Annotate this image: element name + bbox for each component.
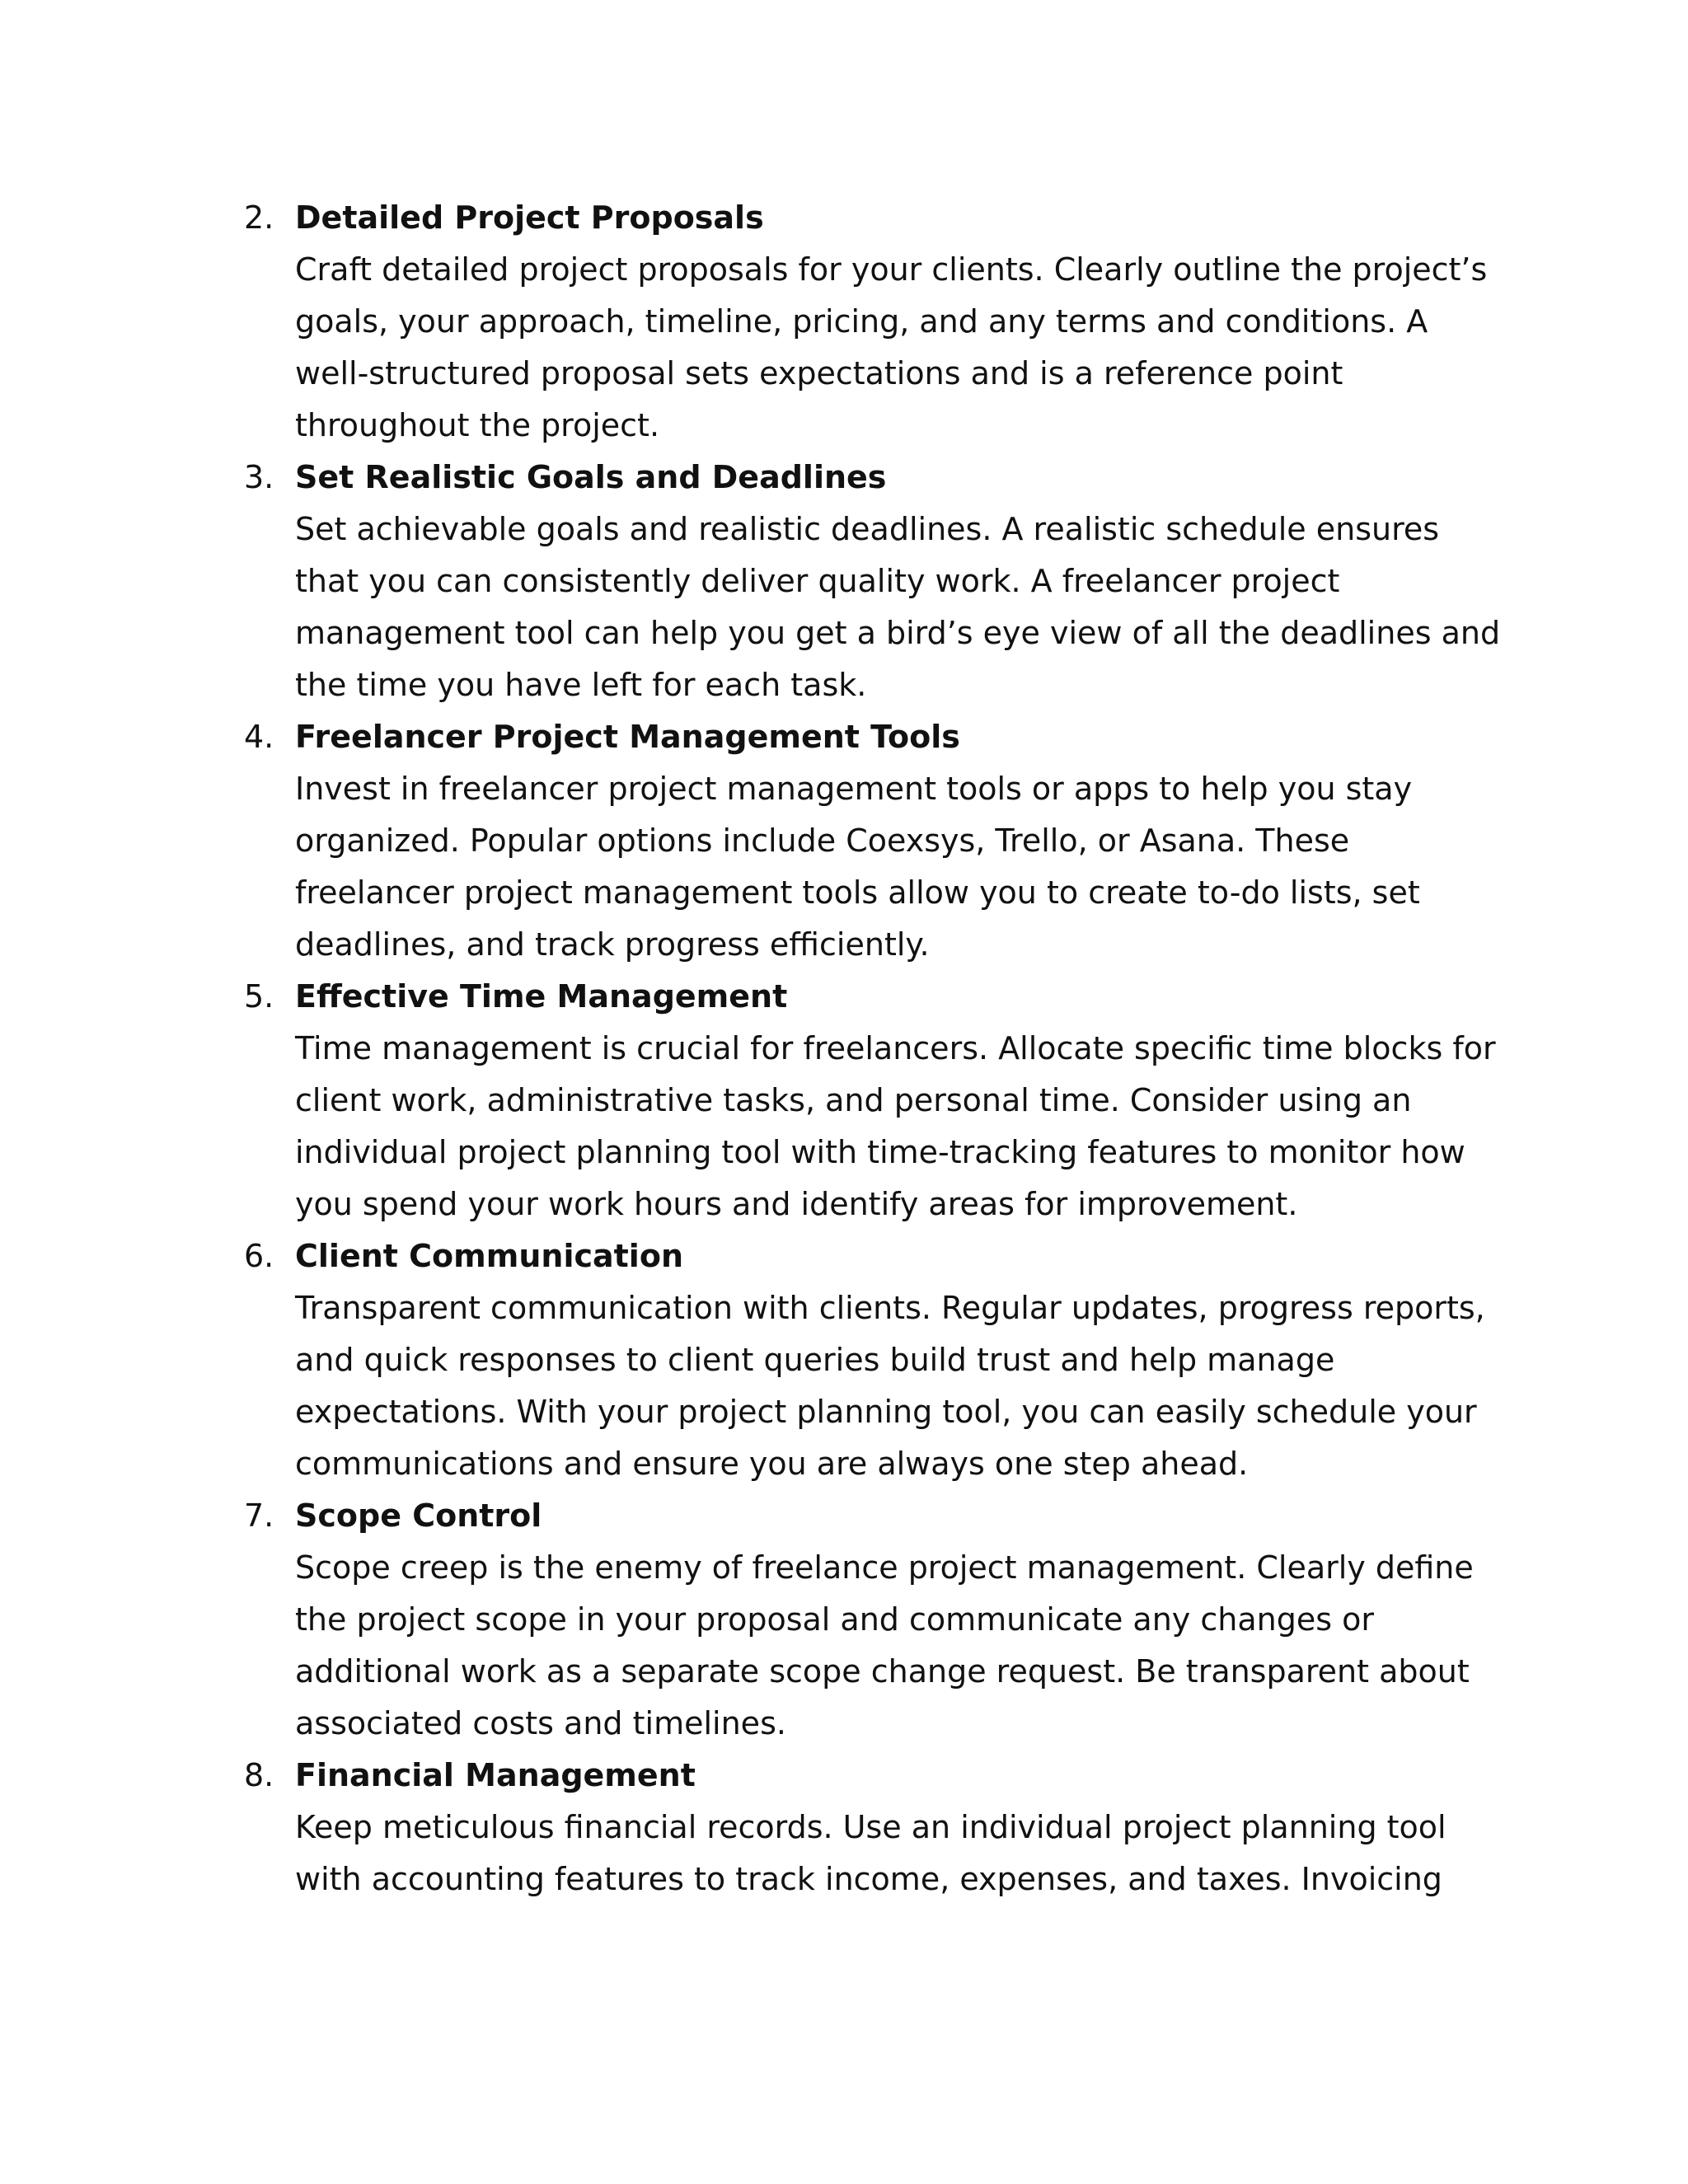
item-title: Financial Management — [295, 1757, 696, 1793]
body-line: Time management is crucial for freelancers. Allocate specific time blocks for — [295, 1030, 1496, 1066]
item-title: Effective Time Management — [295, 978, 788, 1015]
body-line: Set achievable goals and realistic deadlines. A realistic schedule ensures — [295, 511, 1440, 547]
item-number: 5. — [244, 978, 274, 1015]
body-line: Invest in freelancer project management tools or apps to help you stay — [295, 771, 1413, 807]
list-item-8 — [0, 1750, 1498, 1905]
body-line: additional work as a separate scope change request. Be transparent about — [295, 1653, 1470, 1690]
body-line: throughout the project. — [295, 407, 660, 443]
item-number: 4. — [244, 719, 274, 755]
list-item-7 — [0, 1490, 1498, 1750]
item-number: 3. — [244, 459, 274, 495]
body-line: that you can consistently deliver quality work. A freelancer project — [295, 563, 1340, 599]
tips-list — [0, 192, 1688, 1905]
item-number: 8. — [244, 1757, 274, 1793]
item-body — [295, 1282, 1498, 1490]
body-line: client work, administrative tasks, and personal time. Consider using an — [295, 1082, 1412, 1118]
body-line: Scope creep is the enemy of freelance project management. Clearly define — [295, 1549, 1474, 1586]
body-line: expectations. With your project planning tool, you can easily schedule your — [295, 1394, 1477, 1430]
body-line: Transparent communication with clients. Regular updates, progress reports, — [295, 1290, 1485, 1326]
item-body — [295, 763, 1498, 971]
body-line: goals, your approach, timeline, pricing, and any terms and conditions. A — [295, 303, 1428, 340]
item-body — [295, 244, 1498, 452]
body-line: deadlines, and track progress efficiently. — [295, 926, 930, 963]
body-line: management tool can help you get a bird’s eye view of all the deadlines and — [295, 615, 1501, 651]
list-item-4 — [0, 711, 1498, 971]
item-number: 6. — [244, 1238, 274, 1274]
list-item-6 — [0, 1230, 1498, 1490]
item-title: Client Communication — [295, 1238, 683, 1274]
item-body — [295, 1023, 1498, 1230]
list-item-5 — [0, 971, 1498, 1230]
item-title: Scope Control — [295, 1497, 542, 1534]
list-item-3 — [0, 452, 1501, 711]
body-line: you spend your work hours and identify areas for improvement. — [295, 1186, 1298, 1222]
body-line: organized. Popular options include Coexsys, Trello, or Asana. These — [295, 823, 1350, 859]
body-line: the project scope in your proposal and communicate any changes or — [295, 1601, 1374, 1638]
body-line: with accounting features to track income, expenses, and taxes. Invoicing — [295, 1861, 1442, 1897]
item-body — [295, 504, 1501, 711]
body-line: communications and ensure you are always one step ahead. — [295, 1446, 1249, 1482]
item-number: 2. — [244, 199, 274, 236]
body-line: individual project planning tool with time-tracking features to monitor how — [295, 1134, 1465, 1170]
item-body — [295, 1542, 1498, 1750]
body-line: Keep meticulous financial records. Use an individual project planning tool — [295, 1809, 1447, 1845]
item-number: 7. — [244, 1497, 274, 1534]
item-title: Freelancer Project Management Tools — [295, 719, 960, 755]
list-item-2 — [0, 192, 1498, 452]
body-line: well-structured proposal sets expectations and is a reference point — [295, 355, 1343, 391]
body-line: freelancer project management tools allow you to create to-do lists, set — [295, 874, 1420, 911]
body-line: the time you have left for each task. — [295, 667, 867, 703]
body-line: Craft detailed project proposals for your clients. Clearly outline the project’s — [295, 251, 1488, 288]
item-title: Detailed Project Proposals — [295, 199, 764, 236]
item-body — [295, 1802, 1498, 1905]
item-title: Set Realistic Goals and Deadlines — [295, 459, 887, 495]
body-line: and quick responses to client queries build trust and help manage — [295, 1342, 1335, 1378]
body-line: associated costs and timelines. — [295, 1705, 786, 1741]
